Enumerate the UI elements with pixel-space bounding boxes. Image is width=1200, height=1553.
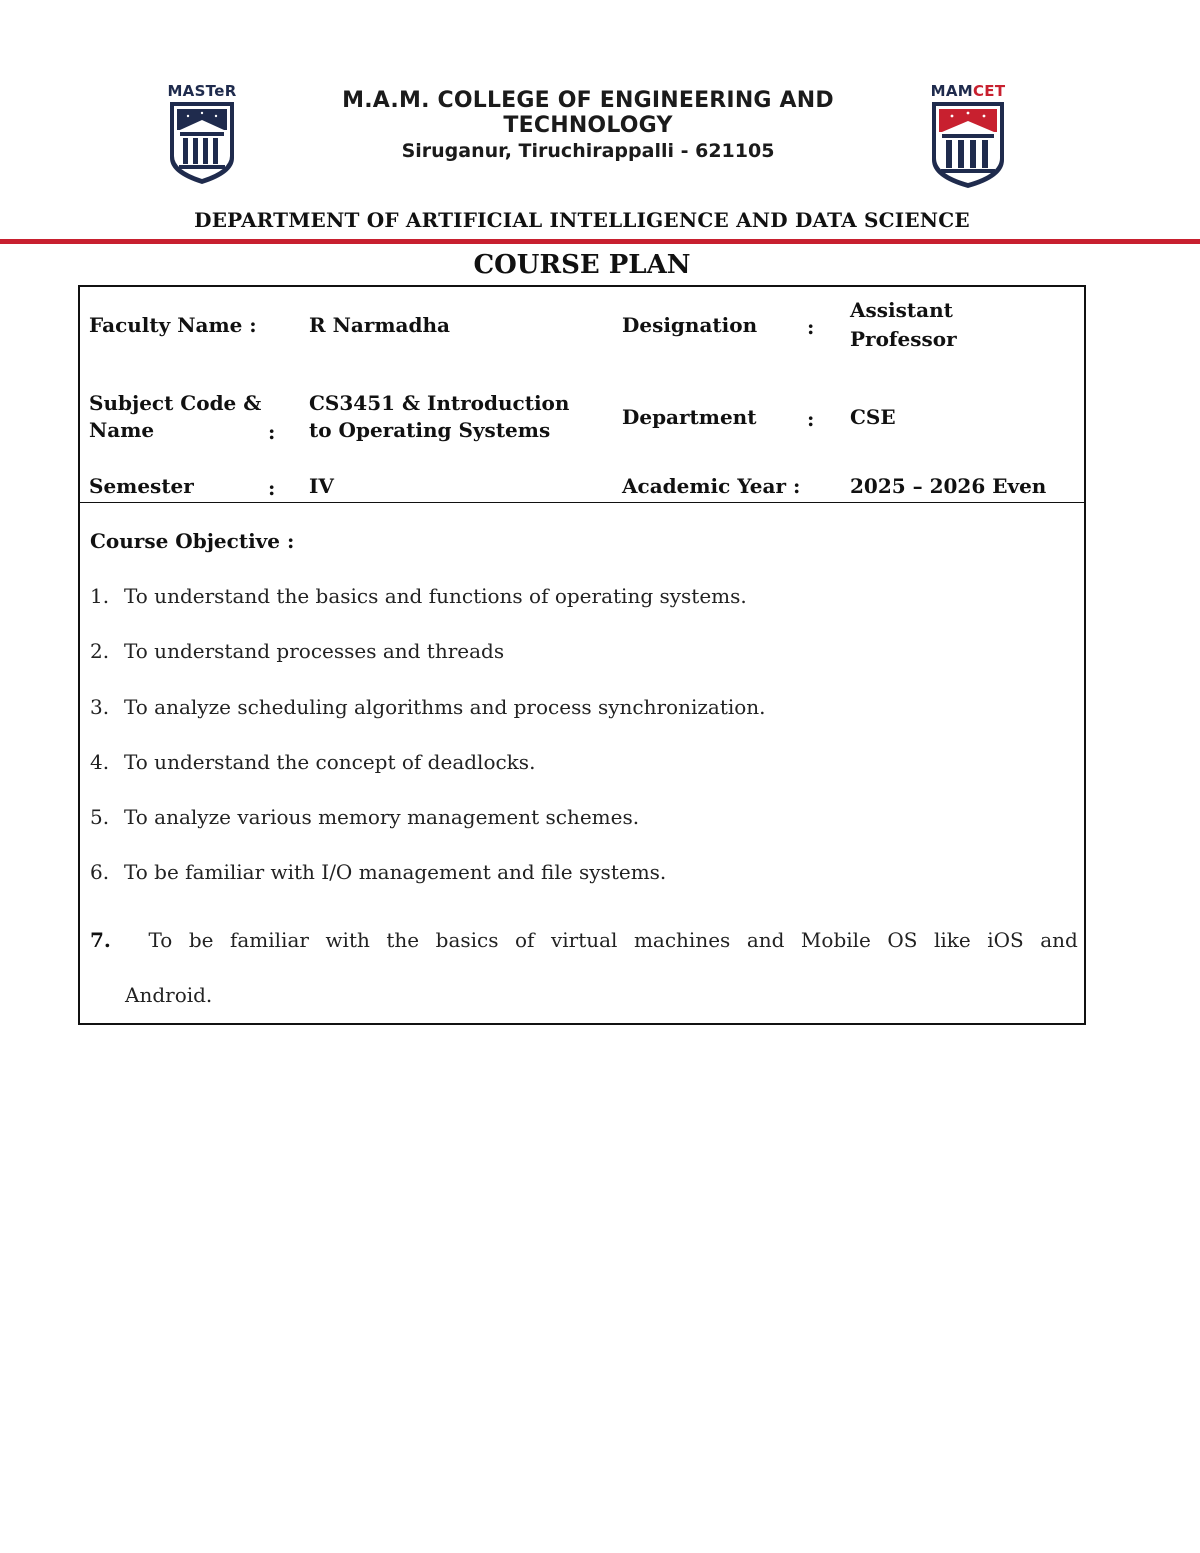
objective-item: 5. To analyze various memory management schemes. (90, 805, 640, 829)
objective-item: 2. To understand processes and threads (90, 639, 505, 663)
objective-7-line2: Android. (125, 983, 213, 1007)
objective-item: 6. To be familiar with I/O management and file systems. (90, 860, 667, 884)
header-divider (0, 239, 1200, 244)
master-logo-text: MASTeR (167, 82, 237, 100)
subject-value-line2: to Operating Systems (309, 418, 551, 442)
objective-item: 3. To analyze scheduling algorithms and process synchronization. (90, 695, 766, 719)
subject-value-line1: CS3451 & Introduction (309, 391, 570, 415)
objective-item-7 (90, 913, 1080, 1023)
course-info-table (80, 287, 1084, 503)
academic-year-label: Academic Year : (622, 474, 801, 498)
objective-item: 1. To understand the basics and functions of operating systems. (90, 584, 747, 608)
college-crest-icon (166, 100, 238, 186)
college-name: M.A.M. COLLEGE OF ENGINEERING AND TECHNOLOGY (342, 88, 834, 138)
designation-value-line1: Assistant (850, 298, 953, 322)
department-value: CSE (850, 405, 896, 429)
college-crest-icon (928, 100, 1008, 190)
faculty-name-label: Faculty Name : (89, 313, 257, 337)
college-address: Siruganur, Tiruchirappalli - 621105 (401, 140, 775, 162)
designation-label: Designation (622, 313, 758, 337)
course-objective-heading: Course Objective : (90, 529, 295, 553)
objective-7-line1: 7. To be familiar with the basics of virtual machines and Mobile OS like iOS and (90, 913, 1078, 968)
subject-colon: : (268, 420, 276, 444)
subject-label-line1: Subject Code & (89, 391, 262, 415)
semester-colon: : (268, 476, 276, 500)
department-colon: : (807, 407, 815, 431)
mamcet-logo (928, 82, 1008, 190)
mamcet-logo-text: MAMCET (930, 82, 1006, 100)
page-title: COURSE PLAN (473, 250, 691, 280)
department-heading: DEPARTMENT OF ARTIFICIAL INTELLIGENCE AND DATA SCIENCE (194, 208, 970, 232)
academic-year-value: 2025 – 2026 Even (850, 474, 1047, 498)
subject-label-line2: Name (89, 418, 155, 442)
objective-item: 4. To understand the concept of deadlocks. (90, 750, 536, 774)
designation-colon: : (807, 315, 815, 339)
semester-value: IV (309, 474, 334, 498)
course-plan-box (78, 285, 1086, 1025)
semester-label: Semester (89, 474, 194, 498)
objective-7-number: 7. (90, 928, 111, 952)
designation-value-line2: Professor (850, 327, 957, 351)
master-logo (162, 82, 242, 190)
faculty-name-value: R Narmadha (309, 313, 450, 337)
department-label: Department (622, 405, 757, 429)
